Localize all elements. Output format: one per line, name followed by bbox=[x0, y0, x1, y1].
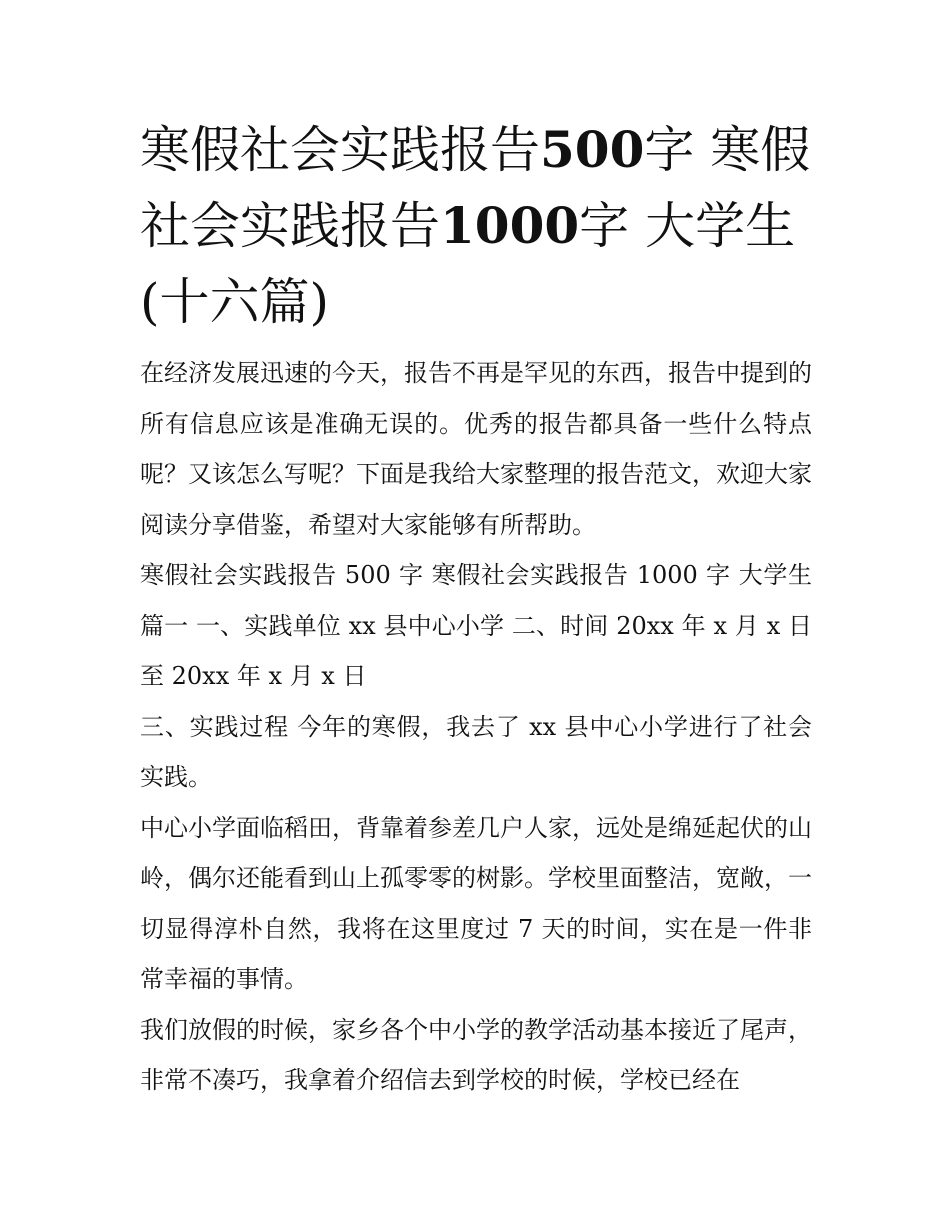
title-part-bold-number: 500 bbox=[540, 120, 645, 179]
paragraph-section-one: 寒假社会实践报告 500 字 寒假社会实践报告 1000 字 大学生篇一 一、实践单位 xx 县中心小学 二、时间 20xx 年 x 月 x 日至 20xx 年 x 月 x 日 bbox=[140, 561, 812, 690]
document-content bbox=[140, 112, 812, 1106]
title-part: 字 寒假社会实践报告 bbox=[140, 121, 811, 255]
paragraph-intro: 在经济发展迅速的今天，报告不再是罕见的东西，报告中提到的所有信息应该是准确无误的。优秀的报告都具备一些什么特点呢？又该怎么写呢？下面是我给大家整理的报告范文，欢迎大家阅读分享借鉴，希望对大家能够有所帮助。 bbox=[140, 359, 812, 539]
title-part: 寒假社会实践报告 bbox=[140, 121, 540, 179]
document-title bbox=[140, 112, 812, 340]
paragraph-school-description: 中心小学面临稻田，背靠着参差几户人家，远处是绵延起伏的山岭，偶尔还能看到山上孤零零的树影。学校里面整洁，宽敞，一切显得淳朴自然，我将在这里度过 7 天的时间，实在是一件非常幸福的事情。 bbox=[140, 813, 812, 993]
title-part: 字 大学生(十六篇) bbox=[140, 197, 796, 331]
title-part-bold-number: 1000 bbox=[440, 196, 580, 255]
paragraph-practice-process: 三、实践过程 今年的寒假，我去了 xx 县中心小学进行了社会实践。 bbox=[140, 712, 812, 791]
paragraph-arrival: 我们放假的时候，家乡各个中小学的教学活动基本接近了尾声，非常不凑巧，我拿着介绍信去到学校的时候，学校已经在 bbox=[140, 1015, 812, 1094]
